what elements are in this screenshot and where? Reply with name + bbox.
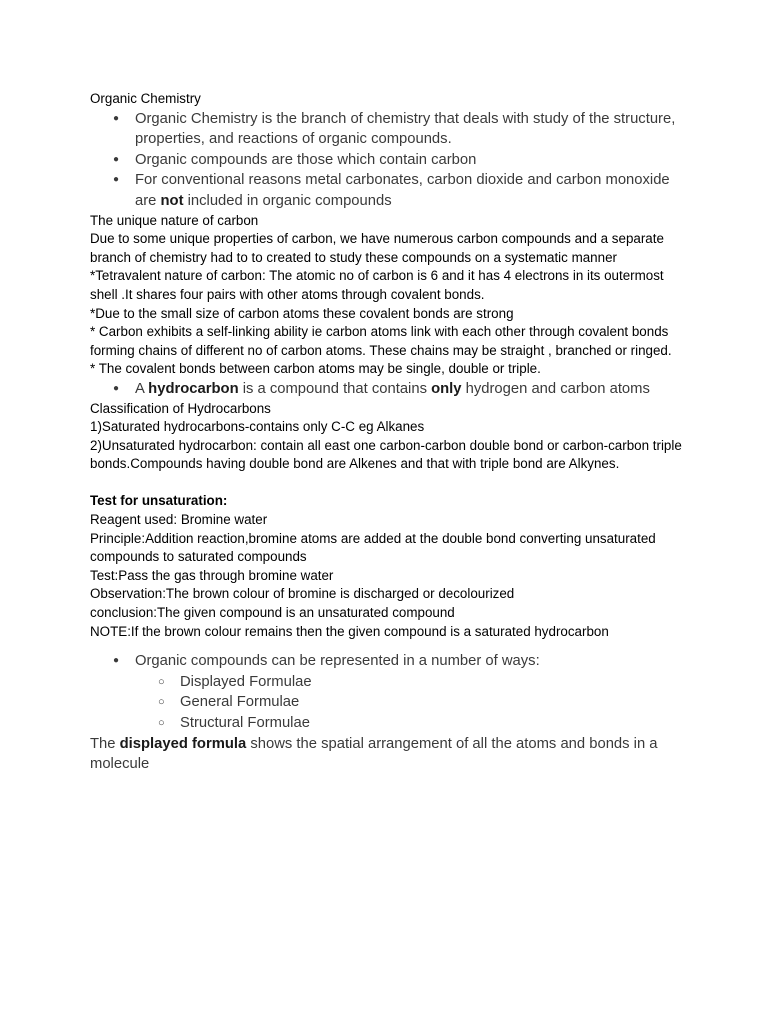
tetravalent-text: *Tetravalent nature of carbon: The atomic no of carbon is 6 and it has 4 electrons in its outermost shell .It shares four pairs with other atoms through covalent bonds. [90,268,664,302]
bullet-represent: ● Organic compounds can be represented in a number of ways: [90,651,690,672]
hydrocarbon-bullet-list [90,379,690,400]
bullet-text: included in organic compounds [183,192,392,209]
document-page [90,90,690,775]
bullet-text: hydrogen and carbon atoms [461,380,650,397]
sub-item-general: ○ General Formulae [90,692,690,713]
saturated-text: 1)Saturated hydrocarbons-contains only C-C eg Alkanes [90,419,425,435]
principle-text: Principle:Addition reaction,bromine atoms are added at the double bond converting unsaturated compounds to saturated compounds [90,530,656,565]
conclusion-text: conclusion:The given compound is an unsaturated compound [90,605,455,621]
test-heading [90,492,690,511]
bullet-text: A [135,380,149,397]
para-text: The [90,735,120,752]
classification-heading: Classification of Hydrocarbons [90,400,271,416]
bullet-contain-carbon: ● Organic compounds are those which contain carbon [90,150,690,171]
bold-hydrocarbon: hydrocarbon [148,380,239,397]
para-text: shows the spatial arrangement of all the atoms and bonds in a molecule [90,735,658,773]
sub-item-displayed: ○ Displayed Formulae [90,672,690,693]
section-heading-organic-chemistry: Organic Chemistry [90,91,201,106]
unsaturated-text: 2)Unsaturated hydrocarbon: contain all east one carbon-carbon double bond or carbon-carbon triple bonds.Compounds having double bond are Alkenes and that with triple bond are Alkynes. [90,437,682,472]
displayed-formula-text [90,734,690,775]
reagent-text: Reagent used: Bromine water [90,512,268,528]
test-heading-bold: Test for unsaturation: [90,493,228,509]
bullet-conventional-reasons [90,170,690,211]
unique-nature-text: Due to some unique properties of carbon, we have numerous carbon compounds and a separate branch of chemistry had to to created to study these compounds on a systematic manner [90,231,664,265]
formulae-sub-list [90,672,690,734]
covalent-bonds-text: * The covalent bonds between carbon atoms may be single, double or triple. [90,361,541,377]
intro-bullet-list [90,109,690,212]
bullet-text: For conventional reasons metal carbonates, carbon dioxide and carbon monoxide are [135,172,670,209]
sub-item-structural: ○ Structural Formulae [90,713,690,734]
test-text: Test:Pass the gas through bromine water [90,567,334,583]
represent-bullet-list [90,651,690,672]
unique-nature-heading: The unique nature of carbon [90,212,259,228]
note-text: NOTE:If the brown colour remains then the given compound is a saturated hydrocarbon [90,623,609,639]
spacer [90,641,690,651]
bold-not: not [160,192,184,209]
bold-displayed-formula: displayed formula [119,735,247,752]
bullet-hydrocarbon [90,379,690,400]
self-linking-text: * Carbon exhibits a self-linking ability ie carbon atoms link with each other through covalent bonds forming chains of different no of carbon atoms. These chains may be straight , branched or ringed. [90,324,672,358]
bullet-text: is a compound that contains [238,380,432,397]
bold-only: only [431,380,462,397]
observation-text: Observation:The brown colour of bromine is discharged or decolourized [90,586,515,602]
small-size-text: *Due to the small size of carbon atoms these covalent bonds are strong [90,305,514,321]
bullet-definition: ● Organic Chemistry is the branch of chemistry that deals with study of the structure, properties, and reactions of organic compounds. [90,109,690,150]
spacer [90,474,690,493]
